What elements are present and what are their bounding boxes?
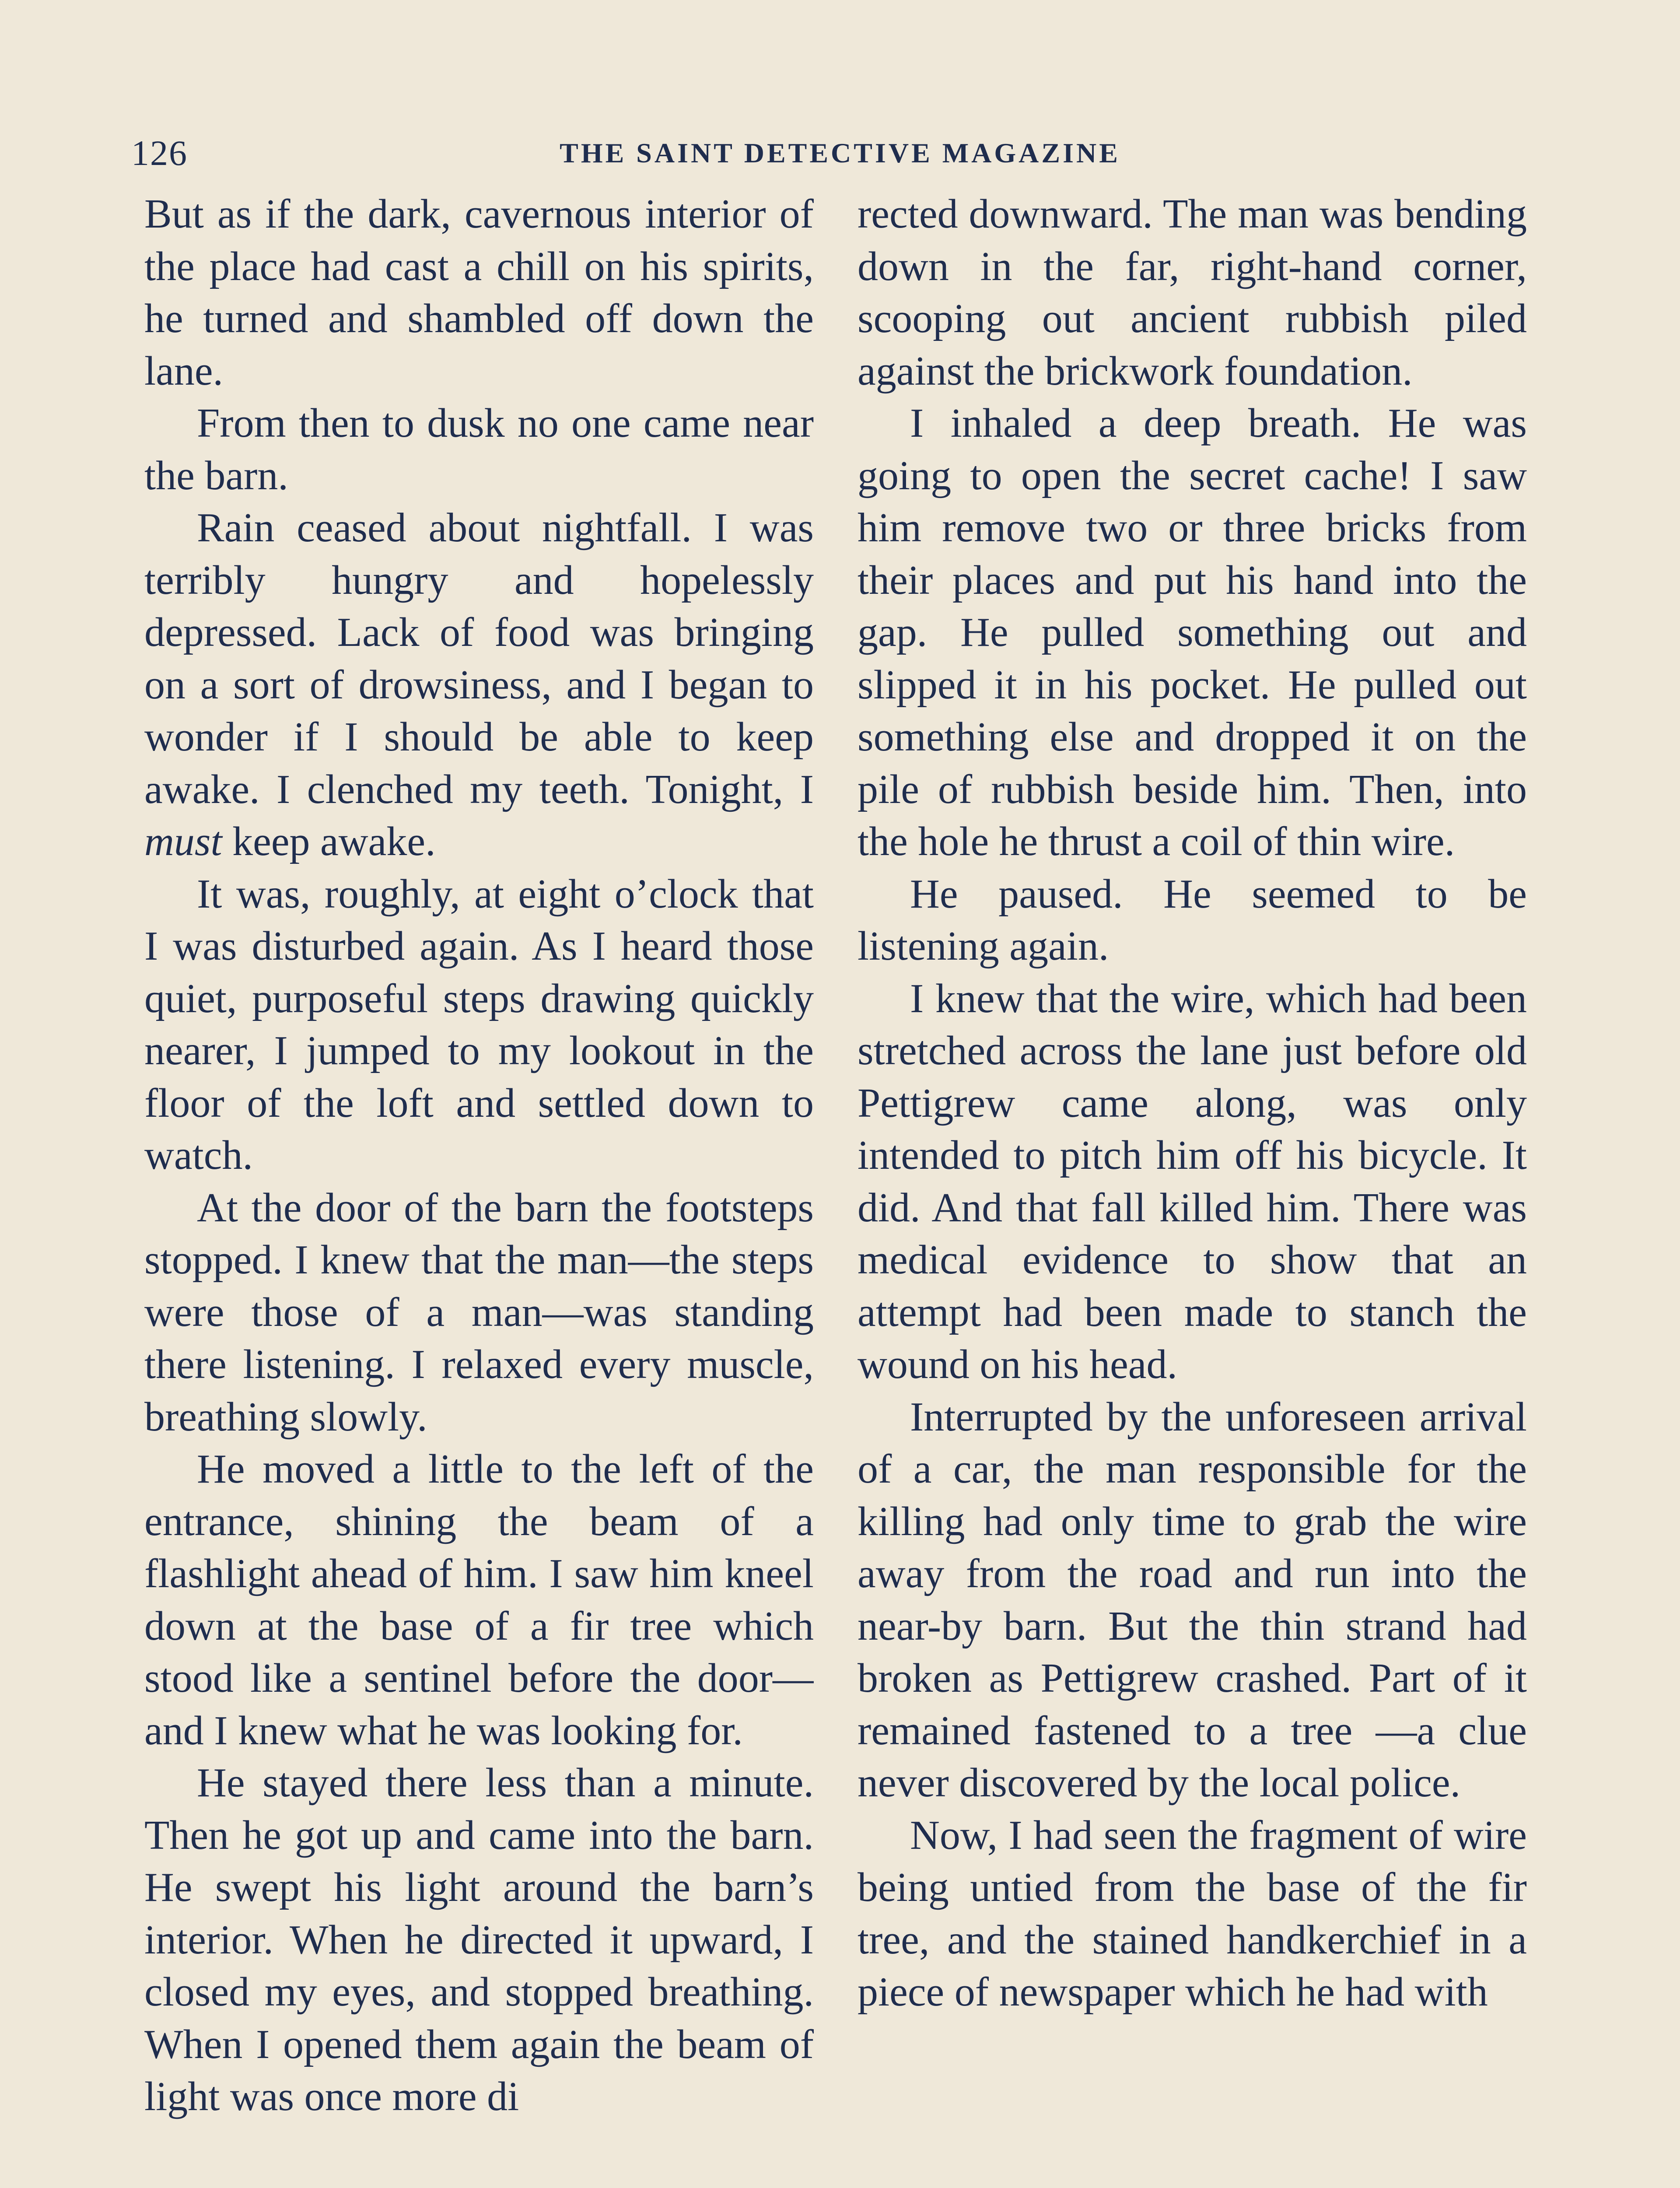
paragraph: From then to dusk no one came near the barn. [144,400,814,498]
paragraph-text: Rain ceased about nightfall. I was terribly hungry and hopelessly depressed. Lack of food was bringing on a sort of drowsiness, and I began to wonder if I should be able to keep awake. I clenched my teeth. Tonight, I [144,505,814,812]
left-column [144,188,814,2188]
paragraph: Now, I had seen the fragment of wire being untied from the base of the fir tree, and the stained handkerchief in a piece of newspaper which he had with [858,1812,1527,2015]
paragraph-text-end: keep awake. [222,819,436,864]
paragraph: I knew that the wire, which had been stretched across the lane just before old Pettigrew came along, was only intended to pitch him off his bicycle. It did. And that fall killed him. There was medical evidence to show that an attempt had been made to stanch the wound on his head. [858,975,1527,1387]
paragraph: Interrupted by the unforeseen arrival of a car, the man responsible for the killing had only time to grab the wire away from the road and run into the near-by barn. But the thin strand had broken as Pettigrew crashed. Part of it remained fastened to a tree —a clue never discovered by the local police. [858,1394,1527,1806]
emphasized-word: must [144,819,222,864]
running-head: THE SAINT DETECTIVE MAGAZINE [560,137,1120,168]
paragraph: It was, roughly, at eight o’clock that I was disturbed again. As I heard those quiet, purposeful steps drawing quickly nearer, I jumped to my lookout in the floor of the loft and settled down to watch. [144,871,814,1178]
right-column [858,188,1527,2188]
page-header [131,127,1549,179]
paragraph [144,502,814,868]
paragraph: rected downward. The man was bending down in the far, right-hand corner, scooping out ancient rubbish piled against the brickwork foundation. [858,191,1527,394]
paragraph: He moved a little to the left of the entrance, shining the beam of a flashlight ahead of him. I saw him kneel down at the base of a fir tree which stood like a sentinel before the door—and I knew what he was looking for. [144,1446,814,1753]
paragraph: I inhaled a deep breath. He was going to open the secret cache! I saw him remove two or three bricks from their places and put his hand into the gap. He pulled something out and slipped it in his pocket. He pulled out something else and dropped it on the pile of rubbish beside him. Then, into the hole he thrust a coil of thin wire. [858,400,1527,864]
paragraph: But as if the dark, cavernous interior of the place had cast a chill on his spirits, he turned and shambled off down the lane. [144,191,814,394]
page-number: 126 [131,133,188,173]
paragraph: At the door of the barn the footsteps stopped. I knew that the man—the steps were those of a man—was standing there listening. I relaxed every muscle, breathing slowly. [144,1185,814,1440]
paragraph: He stayed there less than a minute. Then he got up and came into the barn. He swept his light around the barn’s interior. When he directed it upward, I closed my eyes, and stopped breathing. When I opened them again the beam of light was once more di [144,1760,814,2119]
paragraph: He paused. He seemed to be listening again. [858,871,1527,969]
